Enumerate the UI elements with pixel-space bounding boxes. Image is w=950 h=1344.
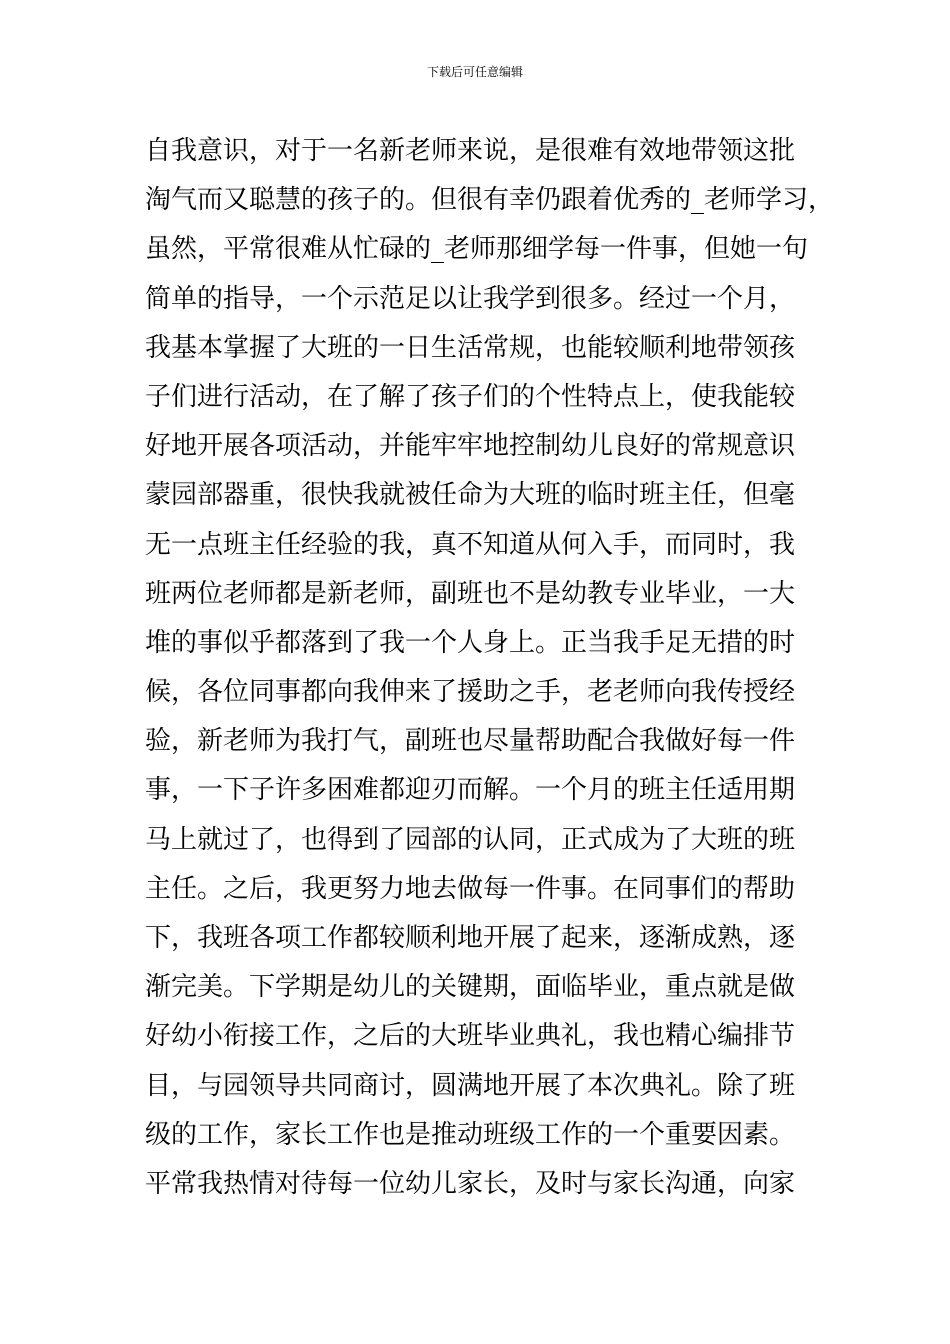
text-line: 马上就过了，也得到了园部的认同，正式成为了大班的班 (145, 824, 796, 855)
text-line: 好地开展各项活动，并能牢牢地控制幼儿良好的常规意识 (145, 431, 796, 462)
page-header: 下载后可任意编辑 (426, 65, 523, 79)
text-line: 目，与园领导共同商讨，圆满地开展了本次典礼。除了班 (145, 1070, 796, 1101)
text-line: 平常我热情对待每一位幼儿家长，及时与家长沟通，向家 (145, 1168, 796, 1199)
text-line: 我基本掌握了大班的一日生活常规，也能较顺利地带领孩 (145, 332, 796, 363)
document-body (145, 127, 835, 1209)
text-line: 渐完美。下学期是幼儿的关键期，面临毕业，重点就是做 (145, 972, 796, 1003)
text-line: 主任。之后，我更努力地去做每一件事。在同事们的帮助 (145, 873, 796, 904)
text-line: 下，我班各项工作都较顺利地开展了起来，逐渐成熟，逐 (145, 923, 796, 953)
text-line: 无一点班主任经验的我，真不知道从何入手，而同时，我 (145, 529, 796, 560)
text-line: 好幼小衔接工作，之后的大班毕业典礼，我也精心编排节 (145, 1021, 796, 1052)
text-line: 子们进行活动，在了解了孩子们的个性特点上，使我能较 (145, 381, 796, 412)
text-line: 事，一下子许多困难都迎刃而解。一个月的班主任适用期 (145, 775, 796, 806)
text-line: 自我意识，对于一名新老师来说，是很难有效地带领这批 (145, 136, 796, 166)
text-line: 虽然，平常很难从忙碌的_老师那细学每一件事，但她一句 (145, 234, 809, 265)
text-line: 验，新老师为我打气，副班也尽量帮助配合我做好每一件 (145, 726, 796, 757)
text-line: 候，各位同事都向我伸来了援助之手，老老师向我传授经 (145, 677, 796, 708)
text-line: 班两位老师都是新老师，副班也不是幼教专业毕业，一大 (145, 578, 796, 609)
text-line: 简单的指导，一个示范足以让我学到很多。经过一个月， (145, 283, 796, 314)
text-line: 级的工作，家长工作也是推动班级工作的一个重要因素。 (145, 1119, 796, 1150)
text-line: 蒙园部器重，很快我就被任命为大班的临时班主任，但毫 (145, 480, 796, 511)
text-line: 堆的事似乎都落到了我一个人身上。正当我手足无措的时 (145, 627, 796, 658)
text-line: 淘气而又聪慧的孩子的。但很有幸仍跟着优秀的_老师学习， (145, 185, 835, 216)
